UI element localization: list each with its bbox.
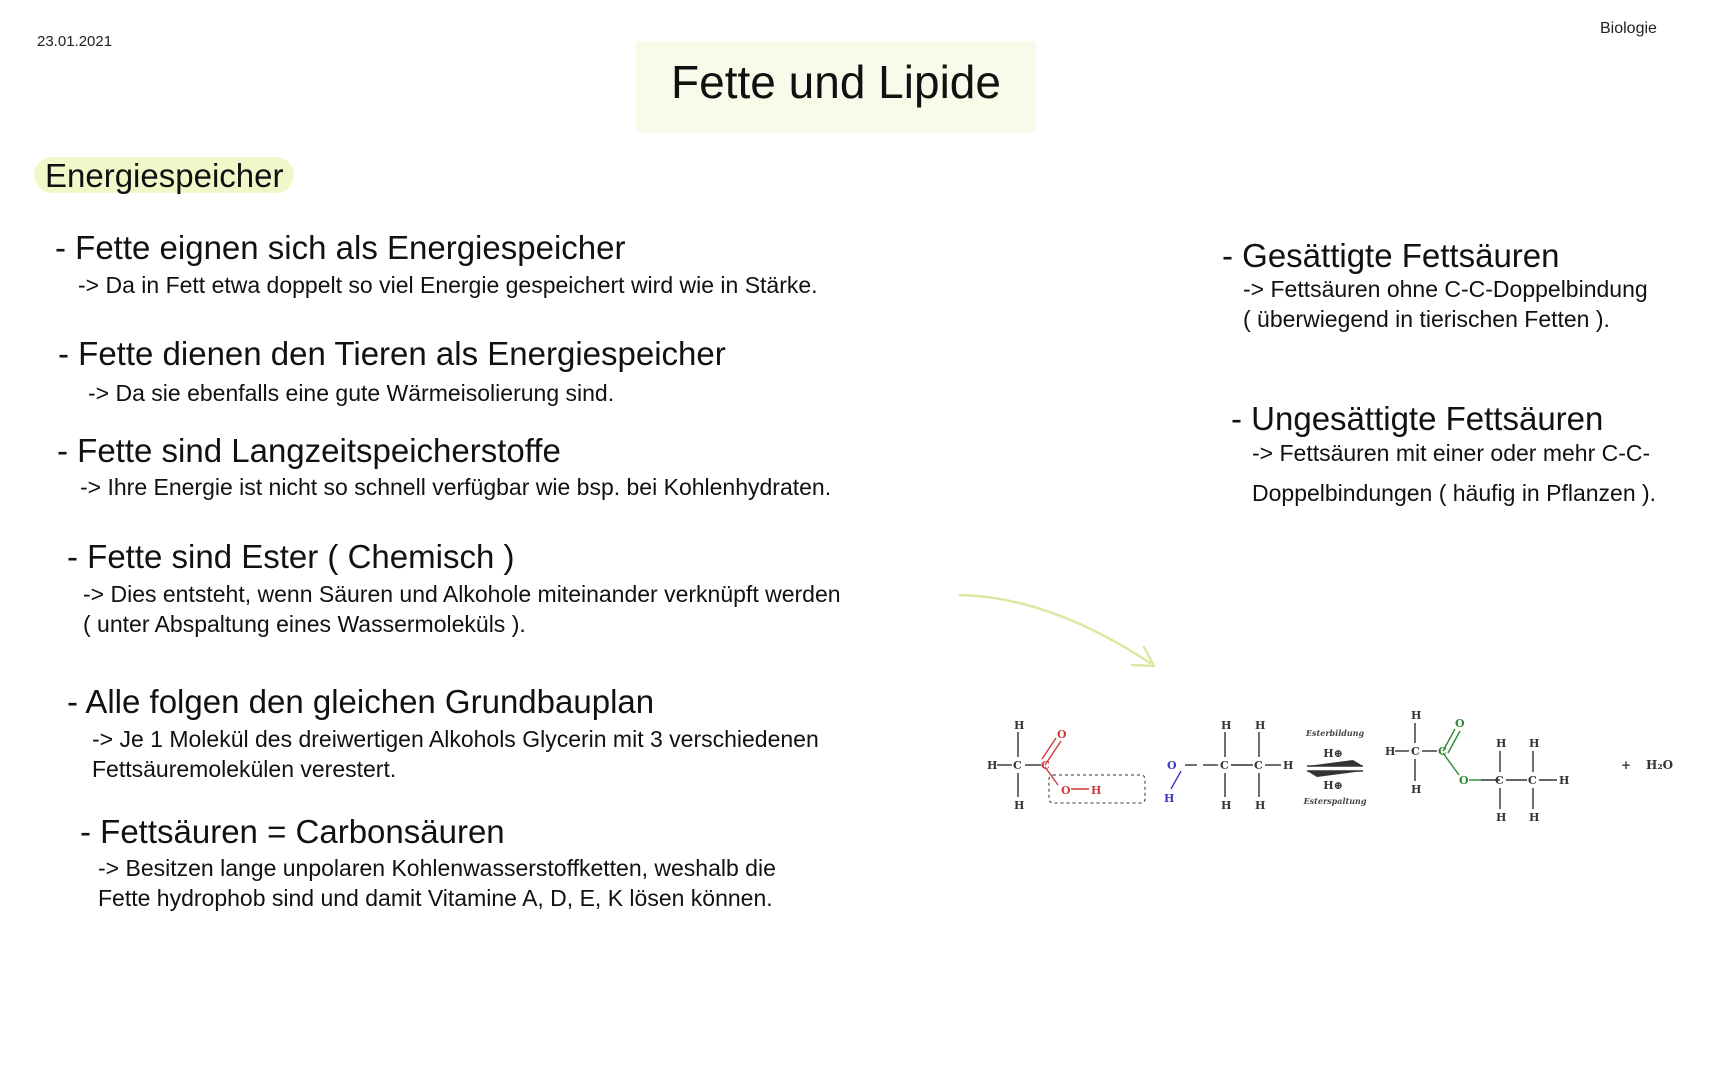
esterification-reaction-diagram bbox=[985, 705, 1685, 835]
atom-label: C bbox=[1438, 745, 1447, 758]
atom-label: H bbox=[1559, 774, 1570, 787]
point-5-text-line-2: Fettsäuremolekülen verestert. bbox=[92, 756, 397, 782]
atom-label: O bbox=[1459, 774, 1469, 787]
point-6-text-line-1: -> Besitzen lange unpolaren Kohlenwasserstoffketten, weshalb die bbox=[98, 855, 776, 881]
atom-label: H bbox=[1411, 709, 1422, 722]
plus-sign: + bbox=[1621, 758, 1632, 772]
atom-label: O bbox=[1061, 784, 1071, 797]
atom-label: C bbox=[1254, 759, 1263, 772]
unsaturated-text-line-2: Doppelbindungen ( häufig in Pflanzen ). bbox=[1252, 480, 1657, 506]
point-4-text-line-1: -> Dies entsteht, wenn Säuren und Alkohole miteinander verknüpft werden bbox=[83, 581, 841, 607]
atom-label: H bbox=[1255, 799, 1266, 812]
atom-label: H bbox=[1221, 799, 1232, 812]
water-formula: H₂O bbox=[1646, 758, 1674, 772]
atom-label: C bbox=[1013, 759, 1022, 772]
atom-label: C bbox=[1411, 745, 1420, 758]
subject-label: Biologie bbox=[1600, 20, 1657, 37]
atom-label: C bbox=[1220, 759, 1229, 772]
atom-label: H bbox=[1283, 759, 1294, 772]
atom-label: H bbox=[1496, 811, 1507, 824]
curved-arrow-icon bbox=[950, 585, 1170, 675]
catalyst-top: H⊕ bbox=[1323, 747, 1343, 760]
catalyst-bottom: H⊕ bbox=[1323, 779, 1343, 792]
point-1-heading: - Fette eignen sich als Energiespeicher bbox=[55, 229, 626, 266]
esterbildung-label: Esterbildung bbox=[1305, 728, 1365, 738]
atom-label: C bbox=[1495, 774, 1504, 787]
point-3-heading: - Fette sind Langzeitspeicherstoffe bbox=[57, 432, 561, 469]
atom-label: C bbox=[1041, 759, 1050, 772]
point-1-text: -> Da in Fett etwa doppelt so viel Energie gespeichert wird wie in Stärke. bbox=[78, 272, 818, 298]
point-4-heading: - Fette sind Ester ( Chemisch ) bbox=[67, 538, 515, 575]
atom-label: H bbox=[1496, 737, 1507, 750]
atom-label: C bbox=[1528, 774, 1537, 787]
point-3-text: -> Ihre Energie ist nicht so schnell verfügbar wie bsp. bei Kohlenhydraten. bbox=[80, 474, 832, 500]
page-title: Fette und Lipide bbox=[671, 56, 1001, 108]
date: 23.01.2021 bbox=[37, 33, 113, 50]
atom-label: H bbox=[1014, 799, 1025, 812]
point-6-heading: - Fettsäuren = Carbonsäuren bbox=[80, 813, 505, 850]
unsaturated-text-line-1: -> Fettsäuren mit einer oder mehr C-C- bbox=[1252, 440, 1651, 466]
atom-label: H bbox=[1255, 719, 1266, 732]
atom-label: H bbox=[1091, 784, 1102, 797]
point-2-heading: - Fette dienen den Tieren als Energiespeicher bbox=[58, 335, 726, 372]
atom-label: H bbox=[987, 759, 998, 772]
esterspaltung-label: Esterspaltung bbox=[1303, 796, 1367, 806]
atom-label: O bbox=[1057, 728, 1067, 741]
point-6-text-line-2: Fette hydrophob sind und damit Vitamine A, D, E, K lösen können. bbox=[98, 885, 773, 911]
section-heading: Energiespeicher bbox=[45, 157, 284, 194]
atom-label: H bbox=[1529, 811, 1540, 824]
atom-label: O bbox=[1167, 759, 1177, 772]
atom-label: H bbox=[1221, 719, 1232, 732]
point-5-heading: - Alle folgen den gleichen Grundbauplan bbox=[67, 683, 655, 720]
atom-label: H bbox=[1411, 783, 1422, 796]
point-4-text-line-2: ( unter Abspaltung eines Wassermoleküls ). bbox=[83, 611, 526, 637]
atom-label: H bbox=[1014, 719, 1025, 732]
point-2-text: -> Da sie ebenfalls eine gute Wärmeisolierung sind. bbox=[88, 380, 615, 406]
unsaturated-heading: - Ungesättigte Fettsäuren bbox=[1231, 400, 1604, 437]
saturated-text-line-2: ( überwiegend in tierischen Fetten ). bbox=[1243, 306, 1610, 332]
atom-label: H bbox=[1164, 792, 1175, 805]
atom-label: H bbox=[1385, 745, 1396, 758]
atom-label: H bbox=[1529, 737, 1540, 750]
saturated-text-line-1: -> Fettsäuren ohne C-C-Doppelbindung bbox=[1243, 276, 1648, 302]
point-5-text-line-1: -> Je 1 Molekül des dreiwertigen Alkohols Glycerin mit 3 verschiedenen bbox=[92, 726, 819, 752]
saturated-heading: - Gesättigte Fettsäuren bbox=[1222, 237, 1560, 274]
atom-label: O bbox=[1455, 717, 1465, 730]
